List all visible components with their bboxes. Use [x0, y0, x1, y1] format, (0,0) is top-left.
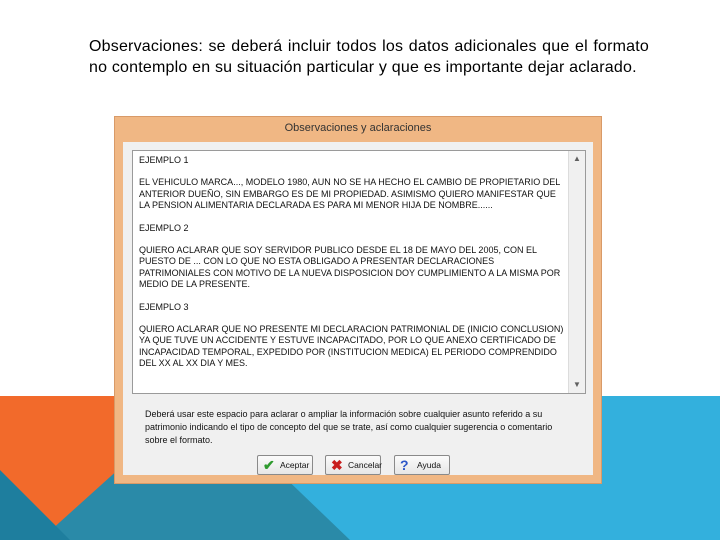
observation-paragraph: EJEMPLO 3 [139, 301, 189, 312]
chevron-up-icon[interactable]: ▲ [573, 154, 581, 163]
accept-button[interactable] [257, 455, 313, 475]
help-text: Deberá usar este espacio para aclarar o ampliar la información sobre cualquier asunto referido a su patrimonio indicando el tipo de concepto del que se trate, así como cualquier sugerencia o comentario sobre el formato. [145, 409, 553, 445]
observations-text[interactable] [139, 155, 564, 381]
slide-description: Observaciones: se deberá incluir todos los datos adicionales que el formato no contemplo en su situación particular y que es importante dejar aclarado. [89, 38, 649, 76]
cancel-button-label: Cancelar [348, 460, 383, 470]
check-icon: ✔ [263, 457, 275, 473]
observation-paragraph: QUIERO ACLARAR QUE SOY SERVIDOR PUBLICO DESDE EL 18 DE MAYO DEL 2005, CON EL PUESTO DE ... CON LO QUE NO ESTA OBLIGADO A PRESENTAR DECLARACIONES PATRIMONIALES CON MOTIVO DE LA NUEVA DISPOSICION DOY CUMPLIMIENTO A LA MISMA POR MEDIO DE LA PRESENTE. [139, 245, 561, 290]
x-icon: ✖ [331, 457, 343, 473]
question-icon: ? [400, 457, 409, 473]
observation-paragraph: EL VEHICULO MARCA..., MODELO 1980, AUN NO SE HA HECHO EL CAMBIO DE PROPIETARIO DEL ANTERIOR DUEÑO, SIN EMBARGO ES DE MI PROPIEDAD. ASIMISMO QUIERO MANIFESTAR QUE LA PENSION ALIMENTARIA DECLARADA ES PARA MI MENOR HIJA DE NOMBRE...... [139, 177, 560, 211]
cancel-button[interactable] [325, 455, 381, 475]
observations-textarea[interactable] [132, 150, 586, 394]
accept-button-label: Aceptar [280, 460, 310, 470]
observations-dialog [114, 116, 602, 484]
chevron-down-icon[interactable]: ▼ [573, 380, 581, 389]
dialog-title: Observaciones y aclaraciones [284, 122, 432, 134]
help-button[interactable] [394, 455, 450, 475]
dialog-client-area [123, 142, 593, 475]
vertical-scrollbar[interactable] [568, 151, 585, 393]
observation-paragraph: EJEMPLO 1 [139, 155, 189, 165]
observation-paragraph: QUIERO ACLARAR QUE NO PRESENTE MI DECLARACION PATRIMONIAL DE (INICIO CONCLUSION) YA QUE TUVE UN ACCIDENTE Y ESTUVE INCAPACITADO, POR LO QUE ANEXO CERTIFICADO DE INCAPACIDAD TEMPORAL, EXPEDIDO POR (INSTITUCION MEDICA) EL PERIODO COMPRENDIDO DEL XX AL XX DIA Y MES. [139, 324, 564, 369]
observation-paragraph: EJEMPLO 2 [139, 222, 189, 233]
help-button-label: Ayuda [417, 460, 441, 470]
